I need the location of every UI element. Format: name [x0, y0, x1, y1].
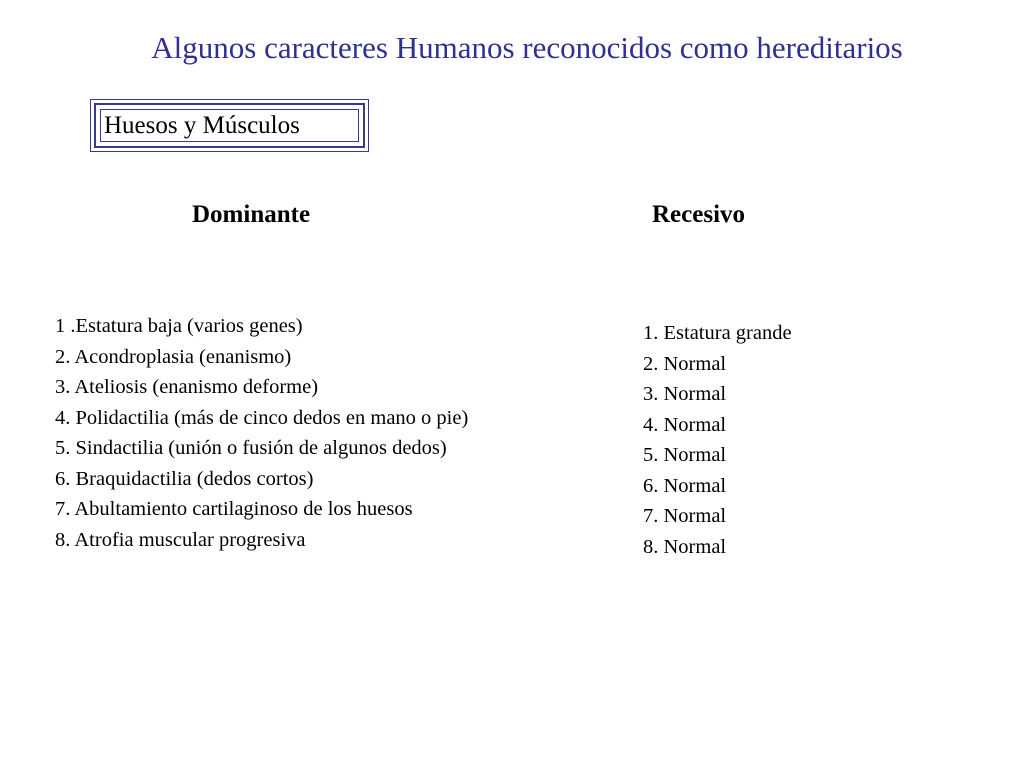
recessive-trait-item: 3. Normal [643, 383, 727, 405]
category-label: Huesos y Músculos [104, 112, 300, 139]
recessive-trait-item: 2. Normal [643, 352, 727, 375]
dominant-trait-item: 4. Polidactilia (más de cinco dedos en mano o pie) [55, 406, 469, 429]
recessive-trait-item: 7. Normal [643, 505, 727, 527]
dominant-heading: Dominante [192, 201, 311, 228]
dominant-trait-item: 3. Ateliosis (enanismo deforme) [55, 376, 319, 398]
dominant-trait-list [55, 311, 468, 555]
recessive-trait-item: 5. Normal [643, 444, 727, 466]
dominant-trait-item: 8. Atrofia muscular progresiva [55, 528, 306, 551]
dominant-trait-item: 6. Braquidactilia (dedos cortos) [55, 467, 314, 490]
recessive-trait-list [643, 318, 792, 562]
recessive-trait-item: 4. Normal [643, 413, 727, 436]
dominant-trait-item: 7. Abultamiento cartilaginoso de los huesos [55, 498, 413, 520]
recessive-trait-item: 6. Normal [643, 474, 727, 497]
recessive-heading: Recesivo [652, 201, 746, 228]
slide-title: Algunos caracteres Humanos reconocidos como hereditarios [151, 30, 903, 65]
recessive-trait-item: 8. Normal [643, 535, 727, 558]
recessive-trait-item: 1. Estatura grande [643, 322, 792, 344]
dominant-trait-item: 5. Sindactilia (unión o fusión de algunos dedos) [55, 437, 447, 459]
dominant-trait-item: 1 .Estatura baja (varios genes) [55, 315, 303, 337]
dominant-trait-item: 2. Acondroplasia (enanismo) [55, 345, 292, 368]
